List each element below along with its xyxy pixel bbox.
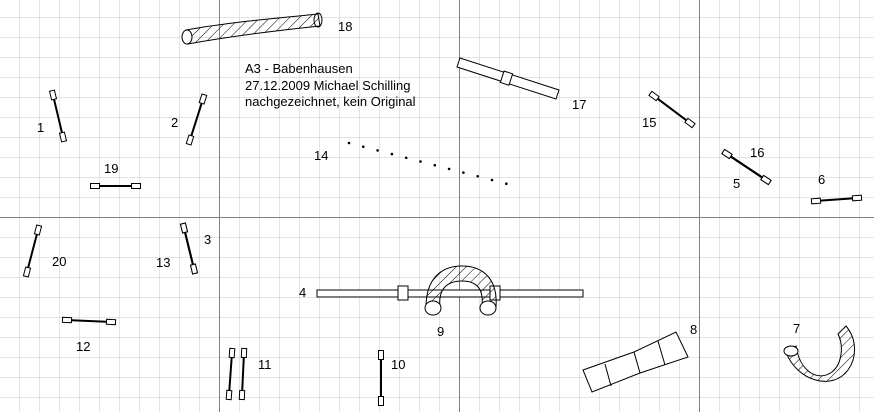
obstacle-number-7: 7 (793, 321, 801, 336)
obstacle-number-16: 16 (750, 145, 765, 160)
obstacle-number-8: 8 (690, 322, 698, 337)
obstacle-number-3: 3 (204, 232, 212, 247)
obstacle-number-19: 19 (104, 161, 119, 176)
obstacle-number-11: 11 (258, 357, 272, 372)
obstacle-number-20: 20 (52, 254, 67, 269)
obstacle-number-10: 10 (391, 357, 406, 372)
obstacle-number-18: 18 (338, 19, 353, 34)
obstacle-number-12: 12 (76, 339, 91, 354)
course-header (245, 61, 416, 111)
course-note: nachgezeichnet, kein Original (245, 94, 416, 109)
course-date-author: 27.12.2009 Michael Schilling (245, 77, 411, 93)
course-title: A3 - Babenhausen (245, 61, 353, 76)
obstacle-number-5: 5 (733, 176, 741, 191)
obstacle-number-2: 2 (171, 115, 179, 130)
obstacle-number-13: 13 (156, 255, 171, 270)
obstacle-number-4: 4 (299, 285, 307, 300)
obstacle-number-14: 14 (314, 148, 329, 163)
obstacle-number-6: 6 (818, 172, 826, 187)
obstacle-number-9: 9 (437, 324, 445, 339)
obstacle-number-15: 15 (642, 115, 657, 130)
obstacle-number-1: 1 (37, 120, 45, 135)
obstacle-number-17: 17 (572, 97, 587, 112)
